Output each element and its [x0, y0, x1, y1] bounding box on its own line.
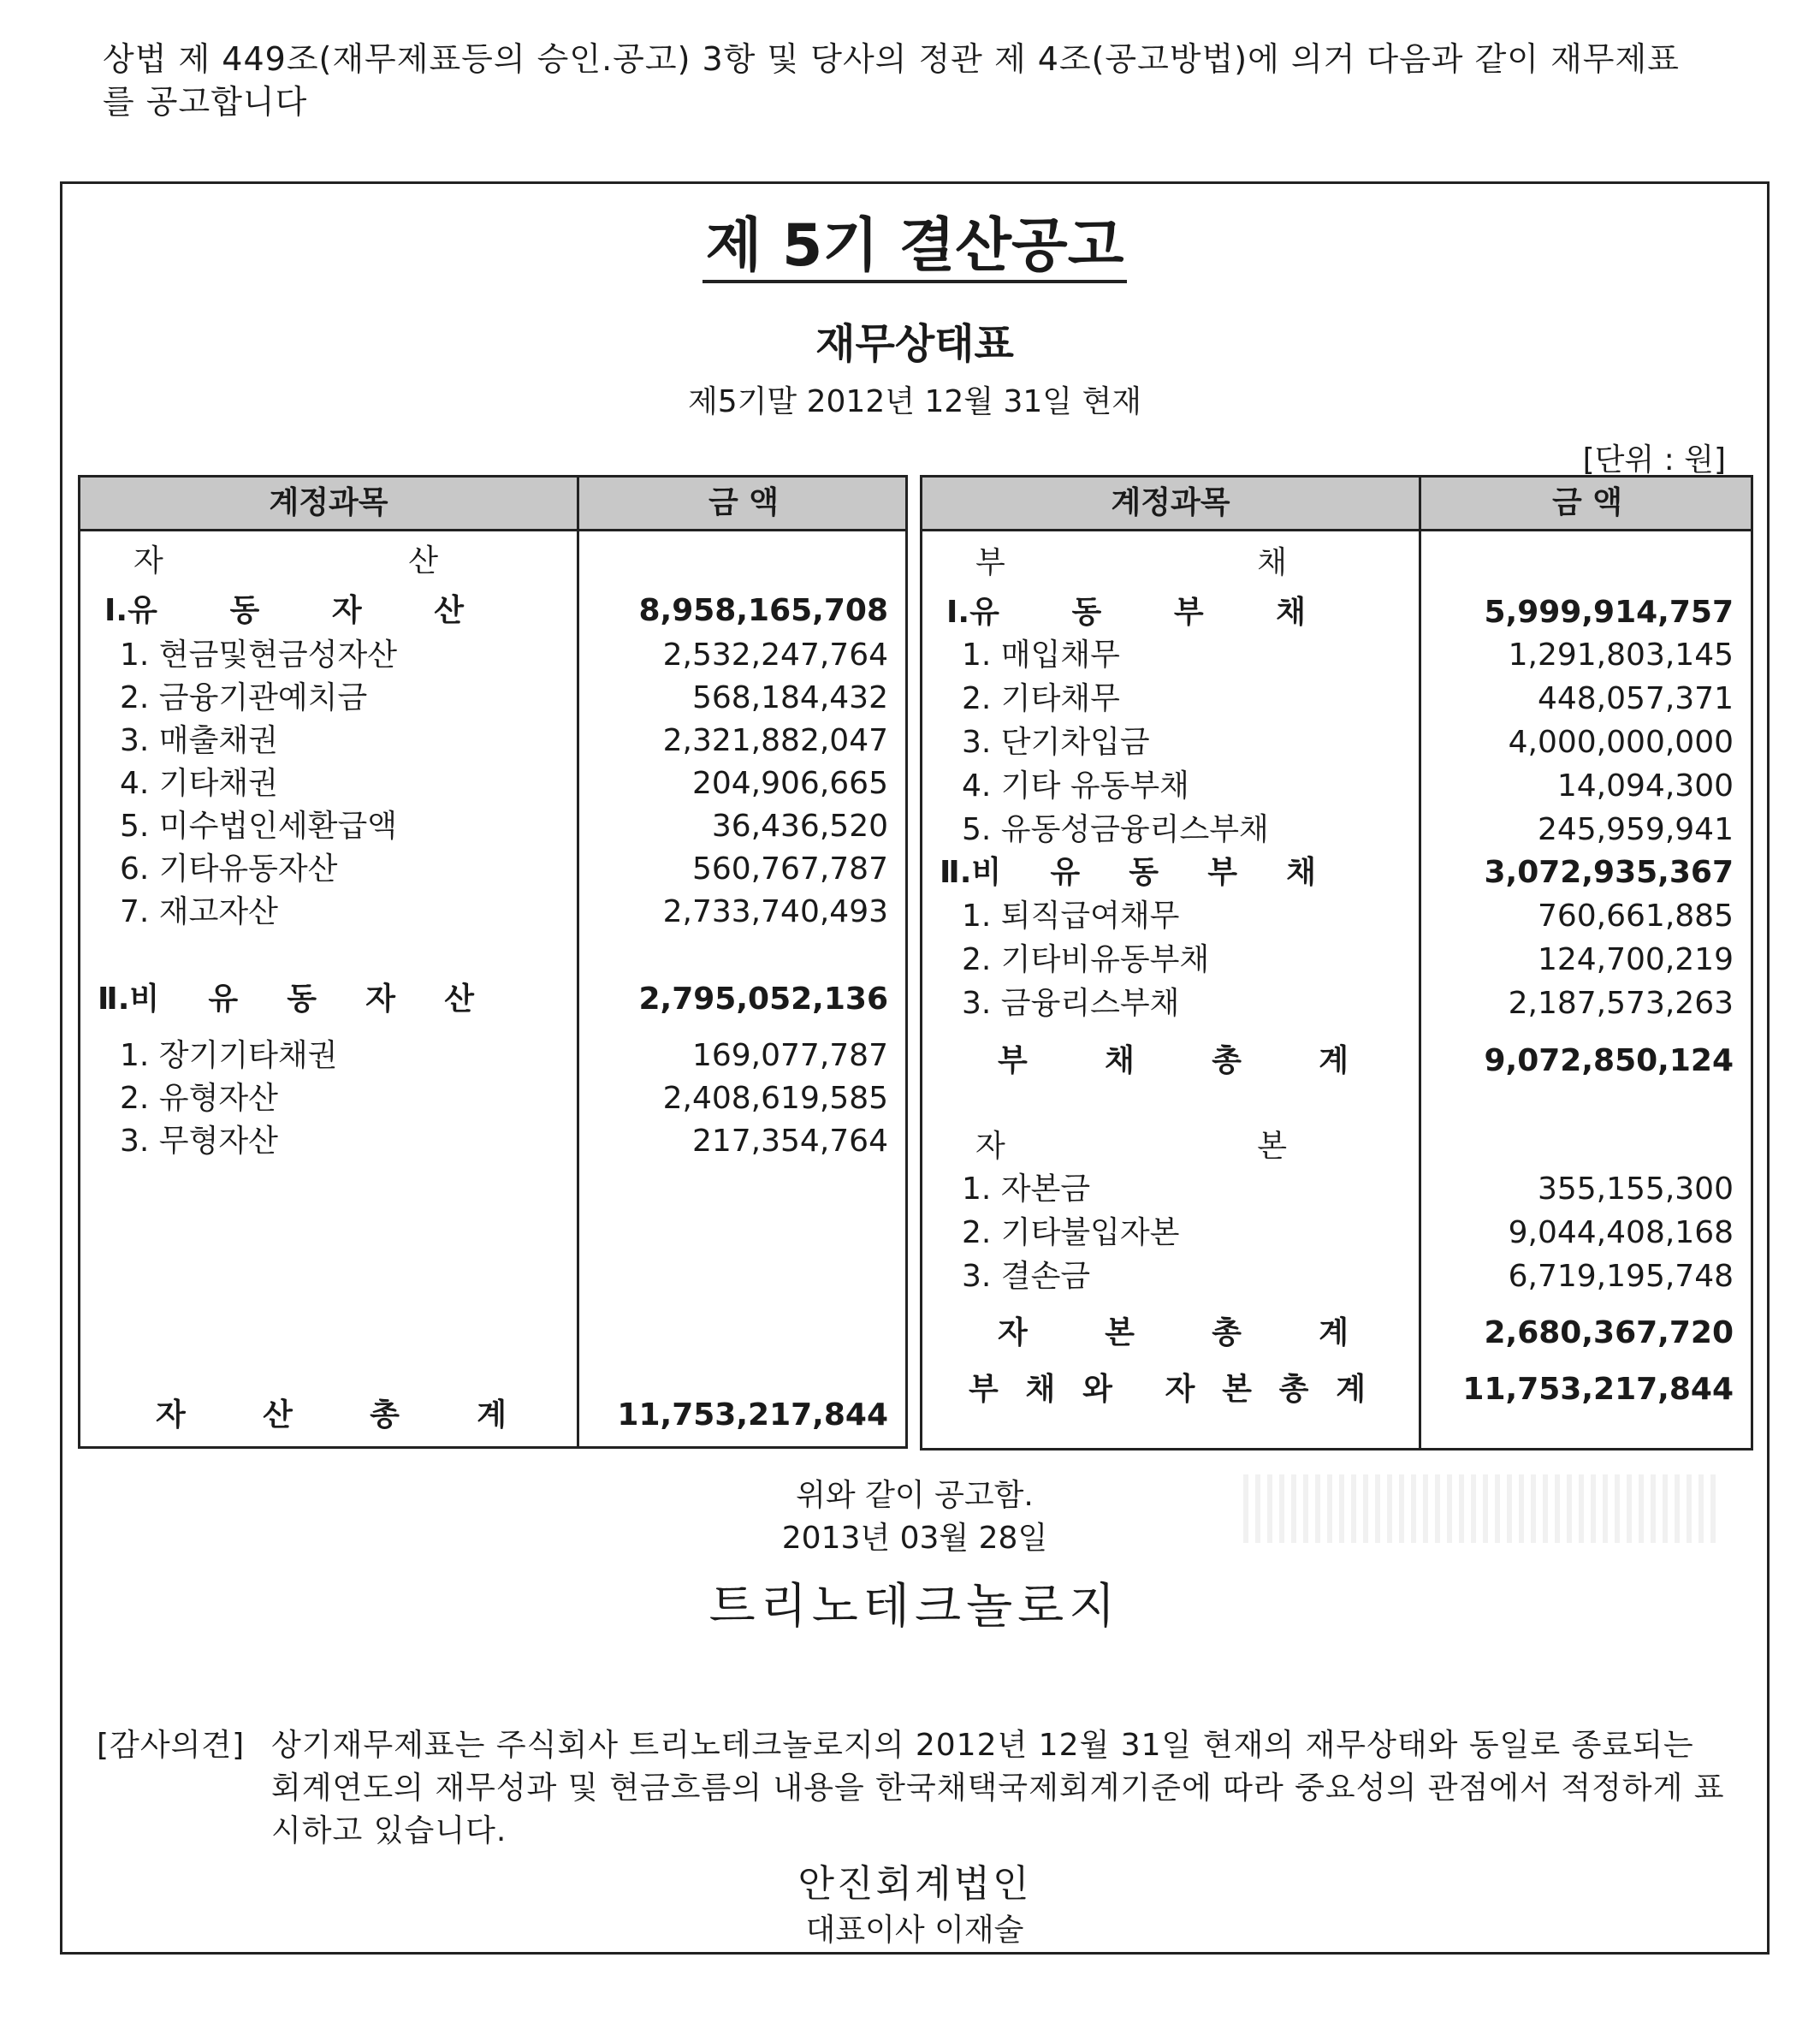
- row-label: 3. 무형자산: [120, 1124, 278, 1159]
- section-word: 채: [1257, 545, 1287, 580]
- amount: 2,733,740,493: [662, 894, 888, 929]
- closing-date: 2013년 03월 28일: [781, 1521, 1048, 1556]
- current-liabilities-row: [922, 591, 1751, 634]
- total-equity-row: [922, 1312, 1751, 1355]
- table-row: [80, 848, 905, 891]
- label-part: 유: [1050, 855, 1081, 890]
- liabilities-equity-table: [920, 475, 1753, 1450]
- label-part: 동: [287, 982, 317, 1017]
- amount: 568,184,432: [691, 680, 888, 715]
- row-label: 1. 장기기타채권: [120, 1038, 338, 1073]
- label-part: 자: [156, 1397, 186, 1433]
- label-part: 채: [1025, 1372, 1056, 1407]
- closing-block: [62, 1474, 1767, 1560]
- amount: 5,999,914,757: [1484, 595, 1734, 630]
- amount: 3,072,935,367: [1484, 855, 1734, 890]
- label-part: 계: [1319, 1315, 1349, 1350]
- table-row: [80, 634, 905, 677]
- row-label: 1. 퇴직급여채무: [962, 899, 1180, 934]
- grand-total-row: [922, 1368, 1751, 1411]
- label-part: 부: [969, 1372, 999, 1407]
- label-part: 자: [365, 982, 396, 1017]
- section-word: 산: [408, 543, 438, 578]
- header-account: 계정과목: [269, 485, 388, 520]
- row-label: 2. 금융기관예치금: [120, 680, 368, 715]
- table-row: [922, 982, 1751, 1025]
- auditor-ceo: 대표이사 이재술: [805, 1913, 1024, 1948]
- label-part: Ⅰ.유: [104, 593, 157, 628]
- label-part: 부: [998, 1043, 1028, 1078]
- row-label: 7. 재고자산: [120, 894, 278, 929]
- table-row: [922, 765, 1751, 808]
- table-row: [922, 809, 1751, 851]
- amount: 217,354,764: [691, 1124, 888, 1159]
- row-label: 2. 기타채무: [962, 681, 1120, 716]
- amount: 355,155,300: [1537, 1172, 1734, 1207]
- table-row: [80, 720, 905, 762]
- section-word: 자: [975, 1129, 1005, 1164]
- label-part: 유: [208, 982, 239, 1017]
- table-row: [922, 895, 1751, 938]
- label-part: Ⅱ.비: [940, 855, 1002, 890]
- row-label: 2. 유형자산: [120, 1081, 278, 1116]
- header-amount: 금 액: [708, 485, 780, 520]
- amount: 2,321,882,047: [662, 723, 888, 758]
- noncurrent-assets-row: [80, 978, 905, 1021]
- company-name: 트리노테크놀로지: [708, 1579, 1121, 1634]
- label-part: Ⅰ.유: [946, 595, 999, 630]
- label-part: 부: [1207, 855, 1238, 890]
- unit-label: [단위 : 원]: [1582, 442, 1726, 478]
- label-part: 산: [434, 593, 464, 628]
- intro-paragraph: 상법 제 449조(재무제표등의 승인.공고) 3항 및 당사의 정관 제 4조(공고방법)에 의거 다음과 같이 재무제표를 공고합니다: [103, 40, 1680, 121]
- amount: 8,958,165,708: [638, 593, 888, 628]
- label-part: 총: [1212, 1043, 1242, 1078]
- label-part: 채: [1286, 855, 1316, 890]
- section-liabilities: [922, 542, 1751, 584]
- label-part: 총: [1212, 1315, 1242, 1350]
- table-row: [922, 634, 1751, 677]
- section-word: 자: [133, 543, 163, 578]
- assets-table: [78, 475, 908, 1449]
- noncurrent-liabilities-row: [922, 851, 1751, 894]
- main-title: [62, 199, 1767, 282]
- amount: 11,753,217,844: [617, 1397, 888, 1433]
- section-equity: [922, 1125, 1751, 1168]
- amount: 9,072,850,124: [1484, 1043, 1734, 1078]
- section-assets: [80, 540, 905, 583]
- amount: 245,959,941: [1537, 812, 1734, 847]
- table-row: [80, 762, 905, 805]
- amount: 11,753,217,844: [1462, 1372, 1734, 1407]
- label-part: 계: [477, 1397, 507, 1433]
- row-label: 1. 매입채무: [962, 638, 1120, 673]
- row-label: 4. 기타채권: [120, 766, 278, 801]
- label-part: 총: [1278, 1372, 1309, 1407]
- label-part: 본: [1222, 1372, 1252, 1407]
- header-amount: 금 액: [1551, 485, 1623, 520]
- row-label: 5. 미수법인세환급액: [120, 809, 397, 844]
- amount: 2,795,052,136: [638, 982, 888, 1017]
- amount: 2,680,367,720: [1484, 1315, 1734, 1350]
- auditor-name: 안진회계법인: [797, 1862, 1032, 1906]
- amount: 560,767,787: [691, 851, 888, 887]
- label-part: 자: [998, 1315, 1028, 1350]
- amount: 204,906,665: [691, 766, 888, 801]
- amount: 36,436,520: [711, 809, 888, 844]
- main-title-text: 제 5기 결산공고: [703, 212, 1128, 283]
- label-part: 채: [1105, 1043, 1135, 1078]
- amount: 169,077,787: [691, 1038, 888, 1073]
- label-part: 부: [1173, 595, 1204, 630]
- table-row: [80, 891, 905, 934]
- label-part: 계: [1336, 1372, 1366, 1407]
- amount: 14,094,300: [1556, 768, 1734, 804]
- total-assets-row: [80, 1394, 905, 1437]
- row-label: 1. 자본금: [962, 1172, 1091, 1207]
- table-row: [80, 1120, 905, 1163]
- statement-date: 제5기말 2012년 12월 31일 현재: [687, 384, 1142, 419]
- label-part: 자: [1165, 1372, 1195, 1407]
- row-label: 5. 유동성금융리스부채: [962, 812, 1269, 847]
- label-part: 동: [1071, 595, 1102, 630]
- row-label: 1. 현금및현금성자산: [120, 638, 397, 673]
- label-part: 채: [1276, 595, 1306, 630]
- label-part: 계: [1319, 1043, 1349, 1078]
- label-part: 산: [444, 982, 474, 1017]
- table-row: [922, 678, 1751, 721]
- amount: 2,532,247,764: [662, 638, 888, 673]
- current-assets-row: [80, 590, 905, 632]
- header-account: 계정과목: [1111, 485, 1230, 520]
- label-part: Ⅱ.비: [98, 982, 160, 1017]
- label-part: 산: [263, 1397, 293, 1433]
- row-label: 3. 단기차입금: [962, 725, 1150, 760]
- amount: 124,700,219: [1537, 942, 1734, 977]
- amount: 6,719,195,748: [1508, 1259, 1734, 1294]
- label-part: 자: [331, 593, 362, 628]
- closing-text: 위와 같이 공고함.: [796, 1478, 1034, 1513]
- amount: 4,000,000,000: [1508, 725, 1734, 760]
- section-word: 부: [975, 545, 1005, 580]
- row-label: 3. 결손금: [962, 1259, 1091, 1294]
- table-row: [80, 1035, 905, 1077]
- announcement-frame: [60, 181, 1770, 1955]
- label-part: 와: [1082, 1372, 1112, 1407]
- row-label: 3. 금융리스부채: [962, 986, 1180, 1021]
- section-word: 본: [1257, 1129, 1287, 1164]
- table-row: [80, 805, 905, 848]
- assets-table-header: [80, 478, 905, 531]
- amount: 1,291,803,145: [1508, 638, 1734, 673]
- table-row: [922, 1255, 1751, 1298]
- table-row: [922, 1168, 1751, 1211]
- statement-title: 재무상태표: [815, 320, 1014, 368]
- amount: 760,661,885: [1537, 899, 1734, 934]
- audit-tag: [감사의견]: [97, 1728, 246, 1763]
- amount: 9,044,408,168: [1508, 1215, 1734, 1250]
- row-label: 2. 기타불입자본: [962, 1215, 1180, 1250]
- label-part: 본: [1105, 1315, 1135, 1350]
- table-row: [80, 1077, 905, 1120]
- amount: 2,187,573,263: [1508, 986, 1734, 1021]
- label-part: 총: [370, 1397, 400, 1433]
- table-row: [922, 1212, 1751, 1255]
- audit-text: 상기재무제표는 주식회사 트리노테크놀로지의 2012년 12월 31일 현재의 재무상태와 동일로 종료되는 회계연도의 재무성과 및 현금흐름의 내용을 한국채택국제회계기준에 따라 중요성의 관점에서 적정하게 표시하고 있습니다.: [271, 1728, 1725, 1848]
- row-label: 2. 기타비유동부채: [962, 942, 1210, 977]
- row-label: 4. 기타 유동부채: [962, 768, 1189, 804]
- amount: 448,057,371: [1537, 681, 1734, 716]
- label-part: 동: [1129, 855, 1159, 890]
- row-label: 6. 기타유동자산: [120, 851, 338, 887]
- row-label: 3. 매출채권: [120, 723, 278, 758]
- table-row: [922, 939, 1751, 982]
- total-liabilities-row: [922, 1040, 1751, 1083]
- label-part: 동: [229, 593, 260, 628]
- amount: 2,408,619,585: [662, 1081, 888, 1116]
- table-row: [80, 677, 905, 720]
- table-row: [922, 721, 1751, 764]
- liabilities-table-header: [922, 478, 1751, 531]
